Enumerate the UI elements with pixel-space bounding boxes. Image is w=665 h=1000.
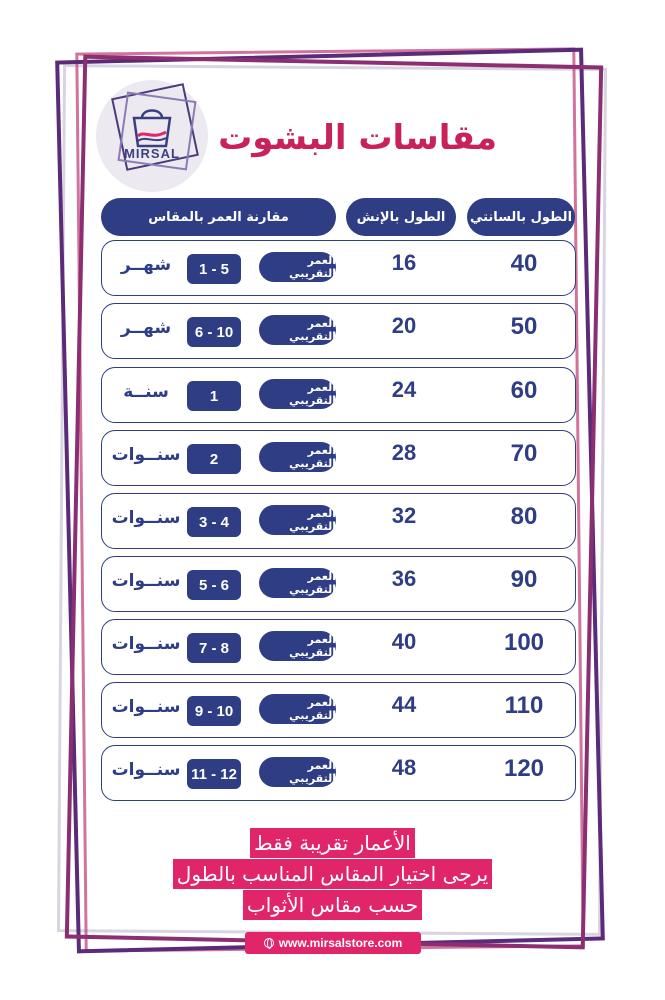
length-inch: 40 xyxy=(391,629,417,654)
globe-icon xyxy=(264,938,274,948)
age-unit: شهــر xyxy=(120,255,172,275)
note-line: يرجى اختيار المقاس المناسب بالطول xyxy=(173,859,492,889)
length-cm: 40 xyxy=(510,250,538,277)
length-cm: 110 xyxy=(504,692,544,719)
age-label-badge: العمر التقريبي xyxy=(259,379,336,409)
age-label-badge: العمر التقريبي xyxy=(259,631,336,661)
age-unit: سنــوات xyxy=(111,445,181,465)
length-inch: 44 xyxy=(391,692,417,717)
table-row xyxy=(101,619,576,675)
note-line: حسب مقاس الأثواب xyxy=(243,890,422,920)
length-cm: 70 xyxy=(510,440,538,467)
age-range-badge: 6 - 10 xyxy=(187,317,241,347)
age-label-badge: العمر التقريبي xyxy=(259,442,336,472)
age-label-badge: العمر التقريبي xyxy=(259,505,336,535)
age-unit: سنــة xyxy=(123,382,169,402)
age-unit: سنــوات xyxy=(111,634,181,654)
age-range-badge: 1 - 5 xyxy=(187,254,241,284)
notes-block xyxy=(120,828,545,921)
table-row xyxy=(101,556,576,612)
table-row xyxy=(101,367,576,423)
age-range-badge: 3 - 4 xyxy=(187,507,241,537)
age-range-badge: 9 - 10 xyxy=(187,696,241,726)
age-unit: شهــر xyxy=(120,318,172,338)
note-line: الأعمار تقريبة فقط xyxy=(250,828,415,858)
age-label-badge: العمر التقريبي xyxy=(259,252,336,282)
brand-name: MIRSAL xyxy=(124,146,180,161)
length-cm: 80 xyxy=(510,503,538,530)
age-range-badge: 11 - 12 xyxy=(187,759,241,789)
age-range-badge: 5 - 6 xyxy=(187,570,241,600)
brand-logo xyxy=(96,80,208,192)
length-inch: 36 xyxy=(391,566,417,591)
table-row xyxy=(101,303,576,359)
age-unit: سنــوات xyxy=(111,760,181,780)
table-row xyxy=(101,240,576,296)
age-label-badge: العمر التقريبي xyxy=(259,315,336,345)
length-inch: 20 xyxy=(391,313,417,338)
page-title: مقاسات البشوت xyxy=(218,118,497,158)
website-link[interactable] xyxy=(245,932,421,954)
table-row xyxy=(101,745,576,801)
website-url: www.mirsalstore.com xyxy=(278,936,403,950)
header-age-compare: مقارنة العمر بالمقاس xyxy=(101,198,336,236)
length-inch: 24 xyxy=(391,377,417,402)
age-unit: سنــوات xyxy=(111,508,181,528)
header-length-inch: الطول بالإنش xyxy=(346,198,456,236)
length-cm: 120 xyxy=(503,755,545,782)
age-range-badge: 2 xyxy=(187,444,241,474)
age-range-badge: 1 xyxy=(187,381,241,411)
length-cm: 90 xyxy=(510,566,538,593)
length-inch: 28 xyxy=(391,440,417,465)
header-length-cm: الطول بالسانتي xyxy=(467,198,575,236)
length-cm: 50 xyxy=(510,313,538,340)
age-label-badge: العمر التقريبي xyxy=(259,694,336,724)
length-cm: 100 xyxy=(503,629,545,656)
length-cm: 60 xyxy=(510,377,538,404)
length-inch: 48 xyxy=(391,755,417,780)
length-inch: 32 xyxy=(391,503,417,528)
length-inch: 16 xyxy=(391,250,417,275)
table-row xyxy=(101,430,576,486)
age-unit: سنــوات xyxy=(111,697,181,717)
age-label-badge: العمر التقريبي xyxy=(259,757,336,787)
table-row xyxy=(101,493,576,549)
table-row xyxy=(101,682,576,738)
age-label-badge: العمر التقريبي xyxy=(259,568,336,598)
age-unit: سنــوات xyxy=(111,571,181,591)
age-range-badge: 7 - 8 xyxy=(187,633,241,663)
